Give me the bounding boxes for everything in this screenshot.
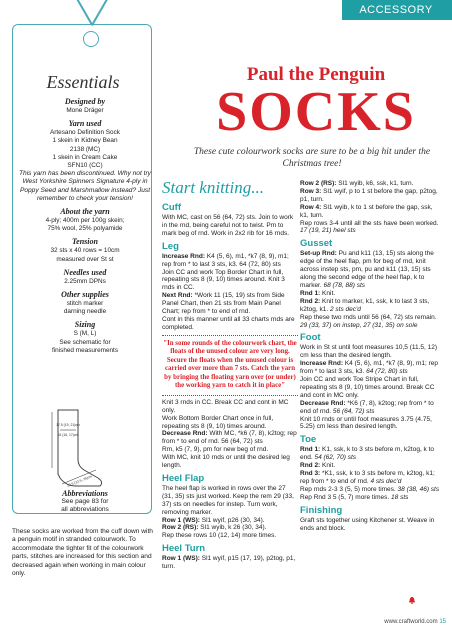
leg-paragraph: Join CC and work Top Border Chart in full, repeating sts 8 (9, 10) times around. Knit 3 rnds in CC. [162, 268, 285, 292]
designer-name: Mone Dräger [66, 107, 104, 114]
gusset-heading: Gusset [300, 238, 333, 250]
gusset-repeat: Rep these two rnds until 56 (64, 72) sts remain. [300, 313, 437, 321]
toe-repeat: Rep Rnd 3 5 (5, 7) more times. [300, 493, 390, 501]
rnd-text: Knit. [322, 289, 336, 297]
needles-value: 2.25mm DPNs [64, 277, 106, 285]
sock-outline [58, 410, 102, 486]
other-supplies-label: Other supplies [61, 290, 109, 300]
finishing-text: Graft sts together using Kitchener st. Weave in ends and block. [300, 516, 435, 532]
cuff-text: With MC, cast on 56 (64, 72) sts. Join to work in the rnd, being careful not to twist. Pm to mark beg of rnd. Work in 2x2 rib for 16 rnds. [162, 214, 294, 237]
foot-paragraph: Work in St st until foot measures 10,5 (11.5, 12) cm less than the desired length. [300, 344, 438, 360]
row-label: Row 4: [300, 203, 322, 211]
foot-heading: Foot [300, 332, 321, 344]
rnd-tail: 2 sts dec'd [330, 305, 361, 313]
rnd-label: Rnd 1: [300, 446, 321, 454]
toe-repeat: Rep rnds 2-3 3 (5, 5) more times. [300, 485, 396, 493]
foot-dec-text: *K6 (7, 8), k2tog; rep from * to end of rnd. [300, 399, 434, 415]
sizing-line: S (M, L) [73, 330, 97, 338]
gusset-setup-label: Set-up Rnd: [300, 250, 337, 258]
leg-paragraph: Cont in this manner until all 33 charts rnds are completed. [162, 315, 295, 331]
needles-label: Needles used [63, 267, 107, 277]
heel-turn-repeat: Rep rows 3-4 until all the sts have been worked. [300, 219, 439, 227]
essentials-list [16, 97, 154, 355]
heel-flap-heading: Heel Flap [162, 472, 205, 484]
toe-repeat-tail: 18 sts [391, 493, 409, 501]
rnd-text: *K1, ssk, k to 3 sts before m, k2tog, k1; rep from * to end of rnd. [300, 470, 435, 485]
yarn-line: 1 skein in Kidney Bean [52, 137, 118, 145]
leg-paragraph: Work Bottom Border Chart once in full, repeating sts 8 (9, 10) times around. [162, 414, 274, 430]
diagram-label: 17.5 (19, 21)cm [56, 423, 80, 427]
rnd-tail: 54 (62, 70) sts [314, 454, 357, 462]
rnd-label: Rnd 1: [300, 289, 321, 297]
sizing-line: finished measurements [51, 346, 119, 354]
rnd-tail: 4 sts dec'd [370, 478, 402, 485]
heel-turn-repeat-tail: 17 (19, 21) heel sts [300, 227, 356, 235]
row-text: Sl1 wyib, k 26 (30, 34). [200, 524, 267, 532]
toe-heading: Toe [300, 434, 317, 446]
other-supply: darning needle [63, 308, 107, 316]
yarn-note: This yarn has been discontinued. Why not try West Yorkshire Spinners Signature 4-ply in Poppy Seed and Marshmallow instead? Just remember to check your tension! [19, 170, 151, 202]
sock-schematic [36, 408, 106, 488]
sizing-label: Sizing [74, 320, 96, 330]
gusset-setup-tail: 68 (78, 88) sts [323, 281, 366, 289]
foot-inc-text: K4 (5, 6), m1, *k7 (8, 9), m1; rep from * to last 3 sts, k3. [300, 360, 439, 376]
page-number: 15 [439, 619, 446, 625]
heel-turn-heading: Heel Turn [162, 543, 206, 555]
tag-string [73, 0, 92, 25]
diagram-label: 20.5 (22.5, 25)cm [66, 474, 93, 488]
leg-inc-label: Increase Rnd: [162, 252, 205, 260]
toe-repeat-tail: 38 (38, 46) sts [397, 485, 440, 493]
rnd-label: Rnd 3: [300, 470, 321, 478]
abbreviations-line: See page 83 for [61, 498, 109, 506]
rnd-text: K1, ssk, k to 3 sts before m, k2tog, k to end. [300, 446, 435, 462]
heel-flap-repeat: Rep these rows 10 (12, 14) more times. [162, 532, 277, 540]
rnd-label: Rnd 2: [300, 462, 321, 470]
pattern-column-1 [162, 202, 298, 571]
designed-by-label: Designed by [64, 97, 106, 106]
row-text: Sl1 wyib, k to 1 st before the gap, ssk, k1, turn. [300, 203, 433, 219]
pull-quote: "In some rounds of the colourwork chart, the floats of the unused colour are very long. Secure the floats when the unused colour is carried over more than 7 sts. Catch the yarn by bringing the floating yarn over (or under) the working yarn to catch it in place" [162, 335, 298, 396]
subtitle: These cute colourwork socks are sure to be a big hit under the Christmas tree! [193, 147, 431, 169]
diagram-label: 15 (16, 17)cm [57, 433, 79, 437]
rnd-text: Knit to marker, k1, ssk, k to last 3 sts, k2tog, k1. [300, 297, 430, 313]
about-yarn-line: 75% wool, 25% polyamide [47, 225, 123, 233]
abbreviations-label: Abbreviations [62, 489, 108, 498]
yarn-label: Yarn used [68, 119, 102, 129]
rnd-label: Rnd 2: [300, 297, 321, 305]
row-text: Sl1 wyif, p15 (17, 19), p2tog, p1, turn. [162, 555, 296, 571]
leg-paragraph: Knit 3 rnds in CC. Break CC and cont in MC only. [162, 398, 289, 414]
yarn-line: 2138 (MC) [69, 145, 101, 153]
tension-line: measured over St st [56, 255, 114, 263]
foot-paragraph: Knit 10 rnds or until foot measures 3.75 (4.75, 5.25) cm less than desired length. [300, 415, 432, 431]
tag-hole [83, 31, 99, 47]
page-footer [346, 619, 446, 625]
foot-dec-label: Decrease Rnd: [300, 399, 346, 407]
leg-heading: Leg [162, 240, 179, 252]
tension-line: 32 sts x 40 rows = 10cm [50, 247, 120, 255]
abbreviations-line: all abbreviations [61, 506, 109, 514]
section-tab-label: ACCESSORY [359, 4, 433, 16]
tag-string [91, 0, 112, 26]
bell-icon [408, 596, 416, 604]
start-heading: Start knitting... [162, 178, 264, 197]
row-label: Row 2 (RS): [300, 180, 337, 187]
row-label: Row 1 (WS): [162, 555, 200, 563]
leg-dec-label: Decrease Rnd: [162, 430, 208, 438]
foot-inc-label: Increase Rnd: [300, 360, 343, 368]
about-yarn-label: About the yarn [60, 207, 110, 217]
pattern-column-2 [300, 180, 442, 533]
intro-text: These socks are worked from the cuff down with a penguin motif in stranded colourwork. To accommodate the tighter fit of the colourwork parts, stitches are increased for this section and decreased again when working in main colour only. [12, 528, 153, 578]
gusset-setup-text: Pu and k11 (13, 15) sts along the edge of the heel flap, pm for beg of rnd, knit across instep sts, pm, pu and k11 (13, 15) sts along the second edge of the heel flap, k to marker. [300, 250, 434, 289]
row-label: Row 3: [300, 187, 322, 195]
foot-paragraph: Join CC and work Toe Stripe Chart in full, repeating sts 8 (9, 10) times around. Break CC and cont in MC only. [300, 376, 435, 399]
leg-next-label: Next Rnd: [162, 292, 193, 300]
finishing-heading: Finishing [300, 504, 343, 516]
footer-url: www.craftworld.com [384, 619, 438, 625]
leg-next-text: *Work 11 (15, 19) sts from Side Panel Chart, then 21 sts from Main Panel Chart; rep from * to end of rnd. [162, 292, 285, 316]
heel-flap-text: The heel flap is worked in rows over the 27 (31, 35) sts just worked. Keep the rem 29 (33, 37) sts on needles for instep. Turn work, removing marker. [162, 484, 294, 516]
title-line-2: SOCKS [216, 81, 416, 143]
yarn-line: SFN10 (CC) [67, 162, 103, 170]
sizing-line: See schematic for [59, 338, 111, 346]
row-text: Sl1 wyib, k6, ssk, k1, turn. [338, 180, 414, 187]
row-label: Row 1 (WS): [162, 516, 200, 524]
essentials-heading: Essentials [46, 72, 120, 92]
abbreviations-block [16, 490, 154, 515]
leg-paragraph: With MC, knit 10 rnds or until the desired leg length. [162, 454, 290, 470]
other-supply: stitch marker [66, 300, 104, 308]
cuff-heading: Cuff [162, 202, 181, 213]
tension-label: Tension [72, 237, 98, 247]
gusset-repeat-tail: 29 (33, 37) on instep, 27 (31, 35) on sole [300, 321, 418, 329]
foot-dec-tail: 56 (64, 72) sts [332, 407, 375, 415]
yarn-line: Artesano Definition Sock [50, 129, 120, 137]
leg-dec-text: With MC, *k6 (7, 8), k2tog; rep from * to end of rnd. 56 (64, 72) sts [162, 430, 297, 446]
row-text: Sl1 wyif, p26 (30, 34). [201, 516, 265, 524]
title-line-1: Paul the Penguin [246, 64, 386, 85]
leg-inc-text: K4 (5, 6), m1, *k7 (8, 9), m1; rep from * to last 3 sts, k3. 64 (72, 80) sts [162, 252, 289, 268]
yarn-line: 1 skein in Cream Cake [52, 153, 118, 161]
foot-inc-tail: 64 (72, 80) sts [366, 368, 408, 376]
row-label: Row 2 (RS): [162, 524, 199, 532]
about-yarn-line: 4-ply; 400m per 100g skein; [45, 217, 125, 225]
row-text: Sl1 wyif, p to 1 st before the gap, p2tog, p1, turn. [300, 187, 438, 203]
leg-paragraph: Rm, k5 (7, 9), pm for new beg of rnd. [162, 446, 269, 454]
rnd-text: Knit. [322, 462, 336, 470]
